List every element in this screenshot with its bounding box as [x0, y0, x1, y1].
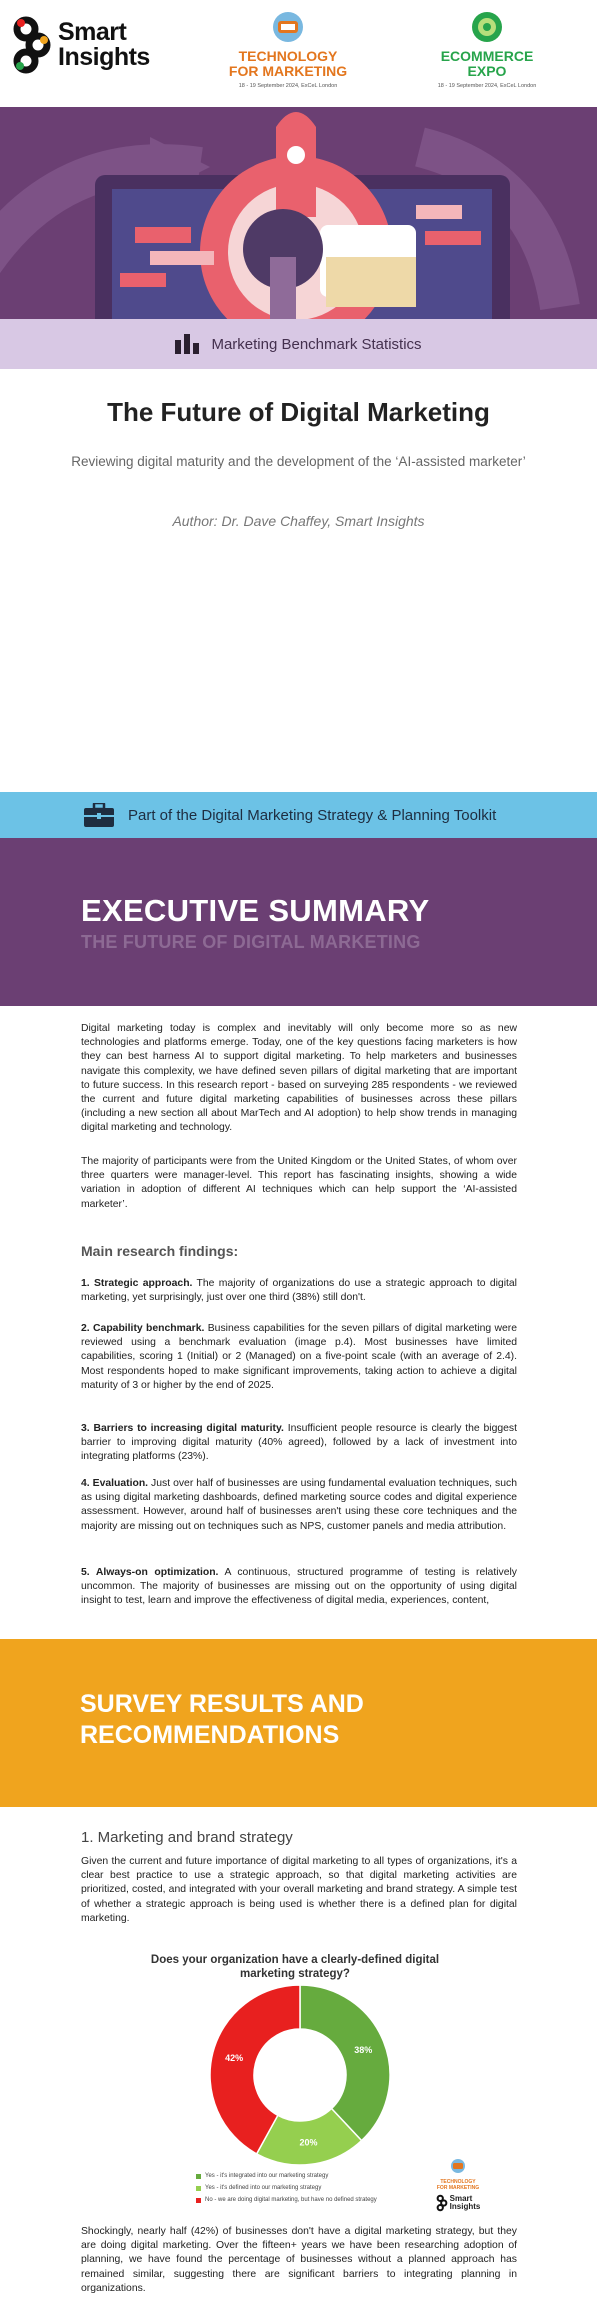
chart-legend: [196, 2170, 377, 2206]
summary-paragraph: The majority of participants were from the United Kingdom or the United States, of whom over three quarters were manager-level. This report has fascinating insights, showing a wide variation in adoption of different AI techniques which can help support the ‘AI-assisted marketer’.: [81, 1156, 517, 1210]
event-name-line2: EXPO: [467, 63, 507, 79]
logo-bar: [0, 0, 597, 107]
report-author: Author: Dr. Dave Chaffey, Smart Insights: [172, 513, 425, 529]
finding-item: 3. Barriers to increasing digital maturity. Insufficient people resource is clearly the biggest barrier to improving digital maturity (40% agreed), followed by a lack of investment into integrating platforms (23%).: [81, 1423, 517, 1463]
donut-chart: [200, 1985, 400, 2165]
summary-paragraph: Digital marketing today is complex and inevitably will only become more so as new technologies and platforms emerge. Today, one of the key questions facing marketers is how they can best harness AI to support digital marketing. To help marketers and businesses navigate this complexity, we have defined seven pillars of digital marketing that are important to future success. In this research report - based on surveying 285 respondents - we reviewed the current and future digital marketing capabilities of businesses across these pillars (including a new section all about MarTech and AI adoption) to help show trends in managing digital marketing and technology.: [81, 1023, 517, 1134]
event-date: 18 - 19 September 2024, ExCeL London: [437, 83, 537, 89]
toolkit-banner[interactable]: [0, 792, 597, 838]
smart-insights-logo[interactable]: [12, 14, 150, 76]
event-name-line1: ECOMMERCE: [440, 48, 534, 64]
section-paragraph: Given the current and future importance of digital marketing to all types of organizations, it's a clear best practice to use a strategic approach, so that digital marketing activities are prioritized, costed, and integrated with your overall marketing and brand strategy. A simple test of whether a strategic approach is being used is whether there is a defined plan for digital marketing.: [81, 1856, 517, 1924]
section-heading: 1. Marketing and brand strategy: [81, 1829, 293, 1846]
legend-item: Yes - it's integrated into our marketing strategy: [196, 2170, 377, 2182]
rocket-launch-illustration: [0, 107, 597, 319]
event-date: 18 - 19 September 2024, ExCeL London: [238, 83, 338, 89]
finding-item: 4. Evaluation. Just over half of businesses are using fundamental evaluation techniques, such as using digital marketing dashboards, defined marketing source codes and digital experience assessment. However, around half of businesses aren't using these core techniques and the majority are missing out on techniques such as NPS, customer panels and media attribution.: [81, 1478, 517, 1532]
hero-illustration: [0, 107, 597, 319]
legend-item: No - we are doing digital marketing, but have no defined strategy: [196, 2194, 377, 2206]
slice-label: 38%: [354, 2044, 373, 2055]
executive-summary-subheading: THE FUTURE OF DIGITAL MARKETING: [81, 932, 421, 952]
event-name-line1: TECHNOLOGY: [238, 48, 338, 64]
smart-insights-mark-icon: [436, 2194, 448, 2212]
technology-for-marketing-logo[interactable]: [213, 10, 363, 89]
smart-insights-wordmark: Smart Insights: [58, 18, 150, 71]
finding-item: 2. Capability benchmark. Business capabilities for the seven pillars of digital marketing were reviewed using a benchmark evaluation (image p.4). Most businesses have limited capabilities, scoring 1 (Initial) or 2 (Managed) on a five-point scale (with an average of 2.4). Most respondents hoped to make significant improvements, taking action to achieve a digital maturity of 3 or higher by the end of 2025.: [81, 1323, 518, 1391]
ecommerce-expo-logo[interactable]: [412, 10, 562, 89]
finding-item: 1. Strategic approach. The majority of organizations do use a strategic approach to digital marketing, yet surprisingly, just over one third (38%) still don't.: [81, 1278, 517, 1304]
mini-brand: Smart Insights: [428, 2194, 488, 2212]
slice-label: 20%: [299, 2137, 318, 2148]
chart-title: Does your organization have a clearly-defined digital marketing strategy?: [150, 1954, 440, 1980]
slice-label: 42%: [225, 2053, 244, 2064]
survey-results-heading: SURVEY RESULTS AND RECOMMENDATIONS: [80, 1690, 364, 1749]
report-subtitle: Reviewing digital maturity and the development of the ‘AI-assisted marketer’: [71, 454, 526, 469]
event-badge-icon: [469, 10, 505, 44]
bar-chart-icon: [175, 334, 199, 354]
findings-heading: Main research findings:: [81, 1243, 239, 1259]
event-name-line2: FOR MARKETING: [228, 63, 348, 79]
benchmark-label: Marketing Benchmark Statistics: [211, 335, 422, 353]
briefcase-icon: [84, 803, 114, 827]
smart-insights-mark-icon: [12, 14, 52, 76]
legend-item: Yes - it's defined into our marketing strategy: [196, 2182, 377, 2194]
toolkit-label: Part of the Digital Marketing Strategy & Planning Toolkit: [128, 806, 497, 824]
event-badge-icon: [270, 10, 306, 44]
survey-results-banner: [0, 1639, 597, 1807]
finding-item: 5. Always-on optimization. A continuous, structured programme of testing is relatively uncommon. The majority of businesses are missing out on the opportunity of using digital insight to test, learn and improve the effectiveness of digital media, experiences, content,: [81, 1567, 517, 1607]
chart-source-logos: [428, 2158, 488, 2212]
report-title: The Future of Digital Marketing: [107, 397, 490, 427]
mini-event-line2: FOR MARKETING: [436, 2185, 480, 2191]
executive-summary-banner: [0, 838, 597, 1006]
donut-slice: [300, 1985, 390, 2141]
mini-event-line1: TECHNOLOGY: [440, 2179, 476, 2185]
benchmark-banner: [0, 319, 597, 369]
event-badge-icon: [449, 2158, 467, 2174]
section-paragraph: Shockingly, nearly half (42%) of businesses don't have a digital marketing strategy, but they are doing digital marketing. Over the fifteen+ years we have been researching adoption of planning, we have found the percentage of businesses without a planned approach has remained similar, suggesting there are significant barriers to integrating planning in organizations.: [81, 2226, 517, 2294]
executive-summary-heading: EXECUTIVE SUMMARY: [81, 893, 430, 928]
